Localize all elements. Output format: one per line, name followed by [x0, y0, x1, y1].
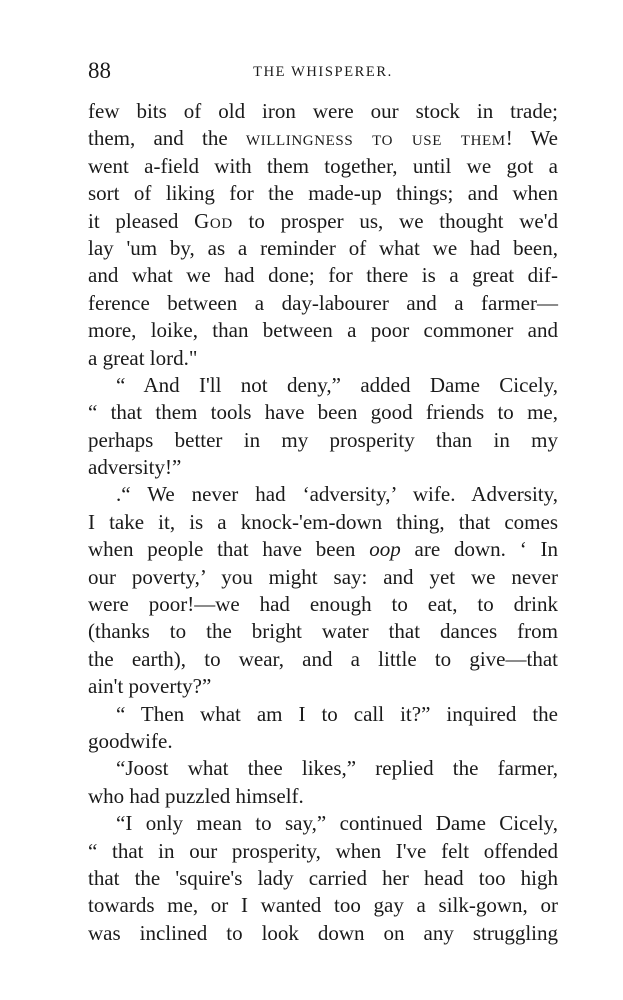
text-line: “I only mean to say,” continued Dame Cicely, [116, 811, 558, 836]
text-line: “ that in our prosperity, when I've felt offended [88, 838, 558, 863]
text-line: that the 'squire's lady carried her head too high [88, 865, 558, 890]
body-text [88, 98, 558, 947]
italic-text: oop [369, 537, 401, 562]
text-line: the earth), to wear, and a little to give—that [88, 646, 558, 671]
text-line: our poverty,’ you might say: and yet we never [88, 564, 558, 589]
text-line: who had puzzled himself. [88, 783, 304, 808]
text-line: goodwife. [88, 728, 173, 753]
text-line: towards me, or I wanted too gay a silk-gown, or [88, 893, 558, 918]
text-line [88, 125, 558, 152]
text-line: ference between a day-labourer and a farmer— [88, 290, 558, 315]
text-line: (thanks to the bright water that dances from [88, 619, 558, 644]
text-line: lay 'um by, as a reminder of what we had been, [88, 235, 558, 260]
text-line: and what we had done; for there is a great dif- [88, 263, 558, 288]
text-line: perhaps better in my prosperity than in my [88, 427, 558, 452]
text-line: went a-field with them together, until we got a [88, 153, 558, 178]
text-line [88, 536, 558, 563]
text-line [88, 208, 558, 235]
text-line: “ that them tools have been good friends to me, [88, 400, 558, 425]
text-line: ain't poverty?” [88, 674, 212, 699]
text-line: more, loike, than between a poor commoner and [88, 318, 558, 343]
page-header [88, 58, 558, 84]
text-line: few bits of old iron were our stock in trade; [88, 99, 558, 123]
text-line: were poor!—we had enough to eat, to drink [88, 592, 558, 617]
text-span: ! We [505, 126, 558, 151]
text-line: sort of liking for the made-up things; and when [88, 181, 558, 206]
text-span: them, and the [88, 126, 246, 151]
text-span: to prosper us, we thought we'd [232, 208, 558, 233]
text-line: .“ We never had ‘adversity,’ wife. Adversity, [116, 482, 558, 507]
text-line: adversity!” [88, 455, 182, 480]
small-caps-text: God [194, 208, 233, 233]
running-title: THE WHISPERER. [253, 64, 393, 80]
text-line: I take it, is a knock-'em-down thing, that comes [88, 509, 558, 534]
page-number: 88 [88, 58, 111, 83]
text-line: “ Then what am I to call it?” inquired the [116, 701, 558, 726]
text-span: when people that have been [88, 537, 370, 562]
small-caps-text: willingness to use them [245, 126, 506, 151]
text-span: are down. ‘ In [400, 537, 558, 562]
text-line: “Joost what thee likes,” replied the farmer, [116, 756, 558, 781]
text-line: “ And I'll not deny,” added Dame Cicely, [116, 372, 558, 397]
text-line: a great lord." [88, 345, 198, 370]
text-line: was inclined to look down on any struggling [88, 920, 558, 945]
text-span: it pleased [88, 208, 195, 233]
